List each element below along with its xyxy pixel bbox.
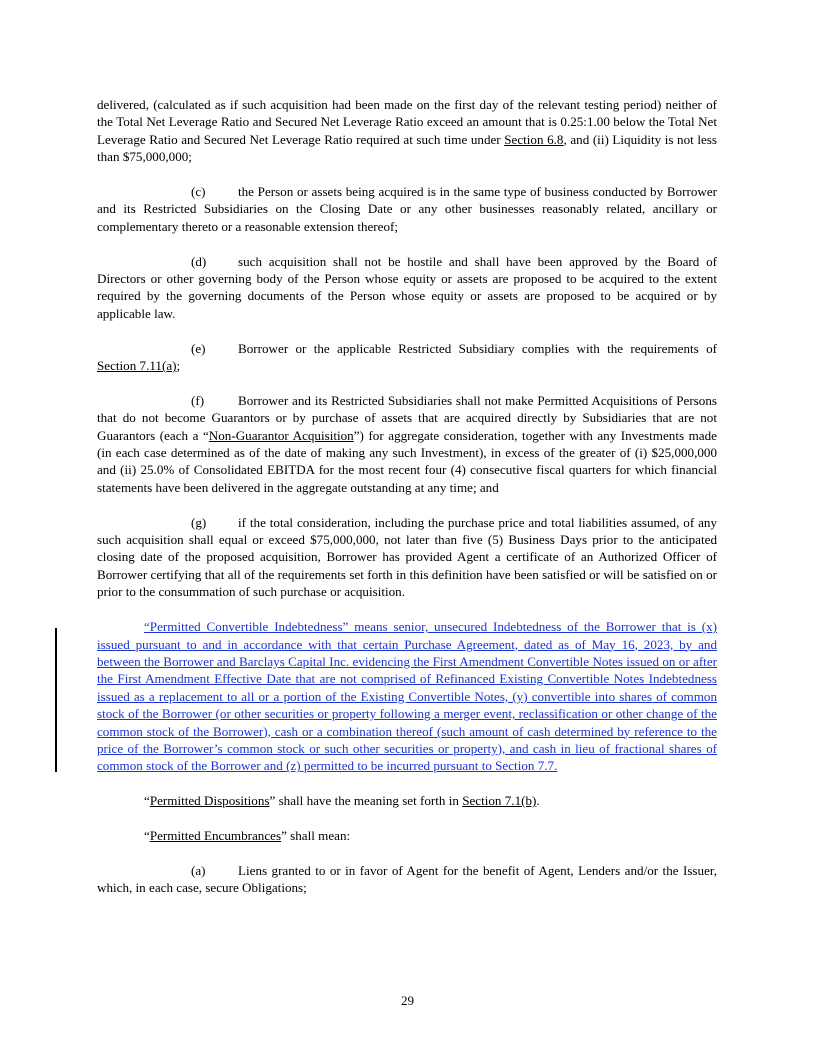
clause-d: (d) such acquisition shall not be hostile and shall have been approved by the Board of Directors or other governing body of the Person whose equity or assets are proposed to be acquired to the extent required by the governing documents of the Person whose equity or assets are proposed to be acquired or by applicable law. <box>97 253 717 321</box>
clause-label: (a) <box>191 862 206 878</box>
clause-c: (c) the Person or assets being acquired is in the same type of business conducted by Borrower and its Restricted Subsidiaries on the Closing Date or any other businesses reasonably related, ancillary or complementary thereto or a reasonable extension thereof; <box>97 184 717 234</box>
defined-term-non-guarantor-acquisition: Non-Guarantor Acquisition <box>208 427 354 443</box>
section-reference-7-1b: Section 7.1(b) <box>462 793 537 809</box>
clause-label: (c) <box>191 184 206 200</box>
page-number: 29 <box>400 993 415 1008</box>
clause-e: (e) Borrower or the applicable Restricted Subsidiary complies with the requirements of Section 7.11(a); <box>97 340 717 374</box>
clause-label: (e) <box>191 340 206 356</box>
clause-a: (a) Liens granted to or in favor of Agent for the benefit of Agent, Lenders and/or the Issuer, which, in each case, secure Obligations; <box>97 862 717 896</box>
defined-term-permitted-dispositions: Permitted Dispositions <box>149 793 270 809</box>
clause-label: (d) <box>191 253 207 269</box>
clause-f: (f) Borrower and its Restricted Subsidiaries shall not make Permitted Acquisitions of Persons that do not become Guarantors or by purchase of assets that are acquired directly by Subsidiaries that are not Guarantors (each a “Non-Guarantor Acquisition”) for aggregate consideration, together with any Investments made (in each case determined as of the date of making any such Investment), in excess of the greater of (i) $25,000,000 and (ii) 25.0% of Consolidated EBITDA for the most recent four (4) consecutive fiscal quarters for which financial statements have been delivered in the aggregate outstanding at any time; and <box>97 392 717 495</box>
clause-label: (g) <box>191 514 207 530</box>
section-reference-6-8: Section 6.8 <box>504 131 564 147</box>
clause-g: (g) if the total consideration, including the purchase price and total liabilities assumed, of any such acquisition shall equal or exceed $75,000,000, not later than five (5) Business Days prior to the anticipated closing date of the proposed acquisition, Borrower has provided Agent a certificate of an Authorized Officer of Borrower certifying that all of the requirements set forth in this definition have been satisfied or will be satisfied on or prior to the consummation of such purchase or acquisition. <box>97 514 717 600</box>
section-reference-7-11a: Section 7.11(a) <box>97 358 177 374</box>
document-body <box>97 96 717 914</box>
paragraph-acquisition-continued: delivered, (calculated as if such acquisition had been made on the first day of the relevant testing period) neither of the Total Net Leverage Ratio and Secured Net Leverage Ratio exceed an amount that is 0.25:1.00 below the Total Net Leverage Ratio and Secured Net Leverage Ratio required at such time under Section 6.8, and (ii) Liquidity is not less than $75,000,000; <box>97 97 717 165</box>
inserted-definition-permitted-convertible-indebtedness <box>97 618 717 775</box>
defined-term-permitted-encumbrances: Permitted Encumbrances <box>149 827 282 843</box>
definition-permitted-encumbrances: “Permitted Encumbrances” shall mean: <box>144 827 351 843</box>
definition-permitted-dispositions: “Permitted Dispositions” shall have the meaning set forth in Section 7.1(b). <box>144 793 540 809</box>
clause-label: (f) <box>191 392 205 408</box>
inserted-text: “Permitted Convertible Indebtedness” means senior, unsecured Indebtedness of the Borrower that is (x) issued pursuant to and in accordance with that certain Purchase Agreement, dated as of May 16, 2023, by and between the Borrower and Barclays Capital Inc. evidencing the First Amendment Convertible Notes issued on or after the First Amendment Effective Date that are not comprised of Refinanced Existing Convertible Notes Indebtedness issued as a replacement to all or a portion of the Existing Convertible Notes, (y) convertible into shares of common stock of the Borrower (or other securities or property following a merger event, reclassification or other change of the common stock of the Borrower), cash or a combination thereof (such amount of cash determined by reference to the price of the Borrower’s common stock or such other securities or property), and cash in lieu of fractional shares of common stock of the Borrower and (z) permitted to be incurred pursuant to Section 7.7. <box>97 619 717 774</box>
revision-change-bar <box>55 628 57 772</box>
